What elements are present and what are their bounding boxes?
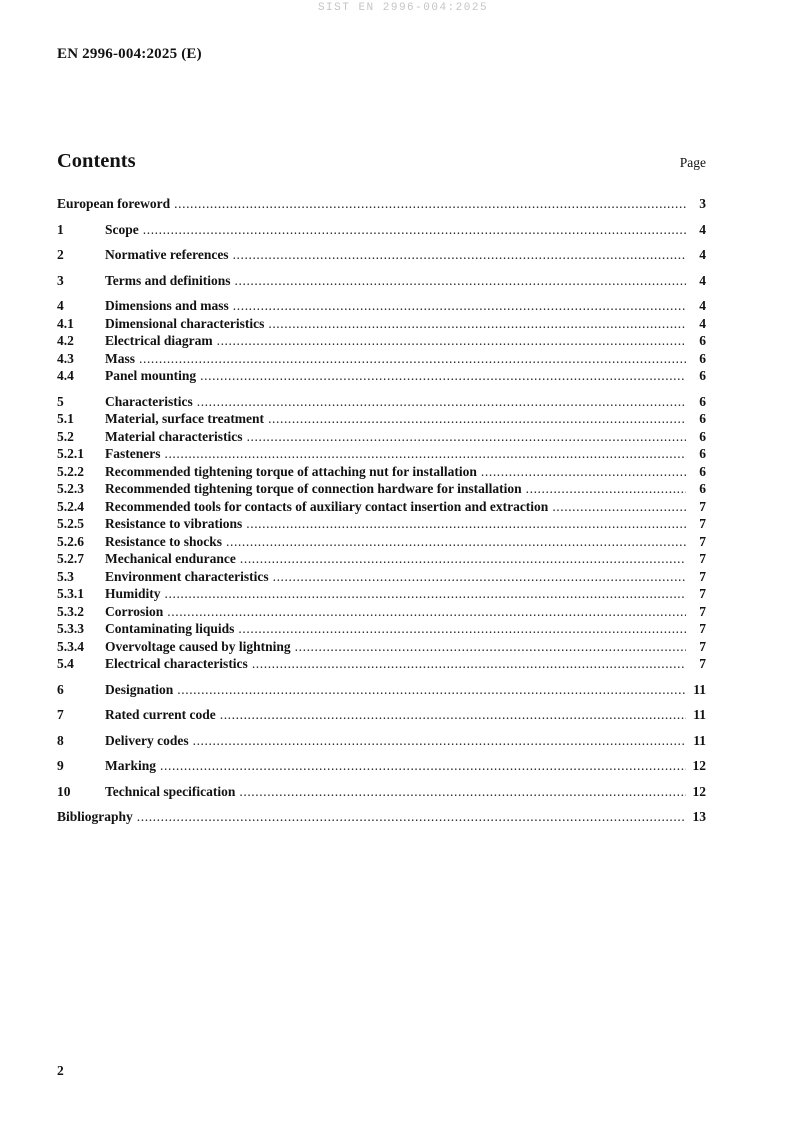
toc-entry-number: 6 [57, 681, 64, 697]
toc-entry-number: 1 [57, 221, 64, 237]
toc-entry-title: Contaminating liquids [105, 621, 235, 636]
toc-entry-title: Environment characteristics [105, 568, 269, 584]
toc-entry-title: European foreword [57, 196, 171, 211]
toc-entry [57, 297, 706, 315]
toc-entry [57, 367, 706, 385]
document-reference: EN 2996-004:2025 (E) [57, 46, 202, 62]
toc-entry [57, 757, 706, 775]
toc-dot-leader [481, 463, 686, 481]
toc-entry-number: 5.2 [57, 428, 74, 444]
toc-entry-number: 5.3.1 [57, 586, 84, 601]
toc-entry-number: 5.2.4 [57, 498, 84, 514]
toc-dot-leader [235, 272, 686, 290]
toc-entry-title: Humidity [105, 586, 161, 601]
toc-entry [57, 221, 706, 239]
toc-dot-leader [174, 195, 686, 213]
toc-entry-number: 8 [57, 732, 64, 748]
toc-entry [57, 445, 706, 463]
toc-entry-page: 11 [693, 681, 706, 697]
toc-dot-leader [139, 350, 686, 368]
toc-entry-page: 4 [699, 272, 706, 288]
toc-entry [57, 350, 706, 368]
toc-entry-page: 7 [699, 586, 706, 601]
toc-entry-page: 4 [699, 247, 706, 262]
toc-entry [57, 480, 706, 498]
toc-dot-leader [552, 498, 686, 516]
toc-entry-title: Panel mounting [105, 368, 197, 383]
toc-dot-leader [226, 533, 686, 551]
toc-entry [57, 732, 706, 750]
toc-entry [57, 681, 706, 699]
toc-entry-title: Mechanical endurance [105, 551, 236, 566]
toc-entry-page: 7 [699, 638, 706, 654]
toc-entry-number: 10 [57, 783, 71, 799]
toc-entry [57, 195, 706, 213]
toc-entry [57, 463, 706, 481]
toc-entry-number: 5.3.2 [57, 603, 84, 619]
toc-dot-leader [273, 568, 686, 586]
toc-dot-leader [233, 297, 686, 315]
toc-entry-title: Normative references [105, 247, 229, 262]
toc-dot-leader [246, 515, 686, 533]
toc-entry [57, 533, 706, 551]
toc-entry-page: 11 [693, 707, 706, 722]
toc-entry-number: 3 [57, 272, 64, 288]
toc-dot-leader [143, 221, 686, 239]
toc-entry-page: 4 [699, 298, 706, 313]
toc-entry-number: 5.4 [57, 656, 74, 671]
toc-dot-leader [238, 620, 686, 638]
toc-entry [57, 246, 706, 264]
toc-dot-leader [220, 706, 686, 724]
toc-entry [57, 393, 706, 411]
toc-entry-page: 7 [699, 533, 706, 549]
toc-dot-leader [160, 757, 686, 775]
toc-dot-leader [197, 393, 686, 411]
toc-entry-page: 6 [699, 428, 706, 444]
toc-entry-page: 6 [699, 481, 706, 496]
toc-entry-page: 6 [699, 393, 706, 409]
toc-entry [57, 808, 706, 826]
toc-entry-number: 4.3 [57, 350, 74, 366]
toc-entry-page: 6 [699, 333, 706, 348]
toc-entry [57, 603, 706, 621]
toc-entry-number: 5.2.1 [57, 446, 84, 461]
toc-entry-number: 5.2.2 [57, 463, 84, 479]
toc-dot-leader [177, 681, 686, 699]
toc-entry-title: Overvoltage caused by lightning [105, 638, 291, 654]
toc-entry [57, 410, 706, 428]
page-column-label: Page [679, 155, 706, 170]
toc-entry-title: Mass [105, 350, 135, 366]
toc-entry-page: 7 [699, 568, 706, 584]
toc-entry-title: Corrosion [105, 603, 164, 619]
toc-dot-leader [165, 585, 686, 603]
toc-entry-title: Electrical characteristics [105, 656, 248, 671]
toc-entry-number: 5.2.5 [57, 516, 84, 531]
toc-list [57, 195, 706, 826]
toc-entry-number: 4.2 [57, 333, 74, 348]
toc-entry [57, 585, 706, 603]
contents-heading: Contents [57, 150, 136, 172]
toc-dot-leader [247, 428, 686, 446]
toc-entry-page: 4 [699, 315, 706, 331]
toc-entry-title: Terms and definitions [105, 272, 231, 288]
toc-entry [57, 568, 706, 586]
toc-entry-page: 7 [699, 656, 706, 671]
toc-entry-number: 4.1 [57, 315, 74, 331]
toc-entry-title: Recommended tightening torque of attaching nut for installation [105, 463, 477, 479]
toc-entry-number: 5.3.4 [57, 638, 84, 654]
toc-dot-leader [295, 638, 686, 656]
toc-entry [57, 272, 706, 290]
toc-entry-page: 7 [699, 603, 706, 619]
toc-dot-leader [239, 783, 686, 801]
watermark-text: SIST EN 2996-004:2025 [317, 2, 489, 14]
toc-entry-title: Recommended tools for contacts of auxiliary contact insertion and extraction [105, 498, 549, 514]
toc-entry-number: 5.3 [57, 568, 74, 584]
toc-dot-leader [164, 445, 686, 463]
toc-entry-number: 5.3.3 [57, 621, 84, 636]
toc-entry [57, 498, 706, 516]
toc-entry-number: 5.2.3 [57, 481, 84, 496]
toc-entry-page: 7 [699, 621, 706, 636]
toc-dot-leader [193, 732, 686, 750]
toc-entry-title: Material, surface treatment [105, 411, 265, 426]
toc-entry-title: Resistance to shocks [105, 533, 222, 549]
toc-entry-number: 5 [57, 393, 64, 409]
toc-entry [57, 428, 706, 446]
toc-entry-title: Recommended tightening torque of connection hardware for installation [105, 481, 522, 496]
toc-entry-page: 6 [699, 463, 706, 479]
toc-entry-title: Dimensions and mass [105, 298, 229, 313]
toc-entry-title: Technical specification [105, 783, 236, 799]
toc-entry-title: Rated current code [105, 707, 216, 722]
footer-page-number: 2 [57, 1063, 64, 1078]
toc-entry-title: Marking [105, 758, 157, 773]
toc-entry-page: 6 [699, 350, 706, 366]
toc-entry-page: 6 [699, 446, 706, 461]
toc-entry-page: 11 [693, 732, 706, 748]
toc-dot-leader [233, 246, 686, 264]
toc-dot-leader [217, 332, 686, 350]
toc-entry-title: Scope [105, 221, 139, 237]
toc-entry-number: 5.2.7 [57, 551, 84, 566]
toc-entry-number: 5.1 [57, 411, 74, 426]
toc-entry-page: 4 [699, 221, 706, 237]
toc-entry [57, 515, 706, 533]
toc-entry [57, 655, 706, 673]
toc-entry [57, 638, 706, 656]
toc-entry [57, 620, 706, 638]
toc-dot-leader [137, 808, 686, 826]
toc-dot-leader [526, 480, 686, 498]
toc-entry-page: 12 [692, 783, 706, 799]
toc-entry-number: 4.4 [57, 368, 74, 383]
contents-header-row [57, 150, 706, 173]
toc-entry-title: Resistance to vibrations [105, 516, 243, 531]
toc-entry-page: 7 [699, 551, 706, 566]
toc-dot-leader [167, 603, 686, 621]
toc-entry-number: 7 [57, 707, 64, 722]
toc-dot-leader [252, 655, 686, 673]
toc-dot-leader [240, 550, 686, 568]
toc-entry-page: 6 [699, 368, 706, 383]
toc-entry [57, 332, 706, 350]
toc-entry-title: Fasteners [105, 446, 161, 461]
toc-entry-title: Electrical diagram [105, 333, 213, 348]
toc-entry-page: 13 [692, 809, 706, 824]
toc-entry-title: Designation [105, 681, 174, 697]
toc-entry-number: 9 [57, 758, 64, 773]
toc-entry-page: 7 [699, 498, 706, 514]
toc-entry-title: Material characteristics [105, 428, 243, 444]
toc-entry-title: Characteristics [105, 393, 193, 409]
toc-entry-title: Delivery codes [105, 732, 189, 748]
toc-entry-number: 5.2.6 [57, 533, 84, 549]
toc-entry-number: 2 [57, 247, 64, 262]
toc-entry-number: 4 [57, 298, 64, 313]
toc-entry-page: 6 [699, 411, 706, 426]
toc-dot-leader [268, 315, 686, 333]
toc-dot-leader [200, 367, 686, 385]
toc-entry [57, 550, 706, 568]
toc-entry-page: 12 [692, 758, 706, 773]
toc-entry-title: Bibliography [57, 809, 133, 824]
toc-entry [57, 783, 706, 801]
toc-entry [57, 706, 706, 724]
toc-entry-page: 3 [699, 196, 706, 211]
toc-entry-page: 7 [699, 516, 706, 531]
toc-dot-leader [268, 410, 686, 428]
toc-entry [57, 315, 706, 333]
toc-entry-title: Dimensional characteristics [105, 315, 265, 331]
